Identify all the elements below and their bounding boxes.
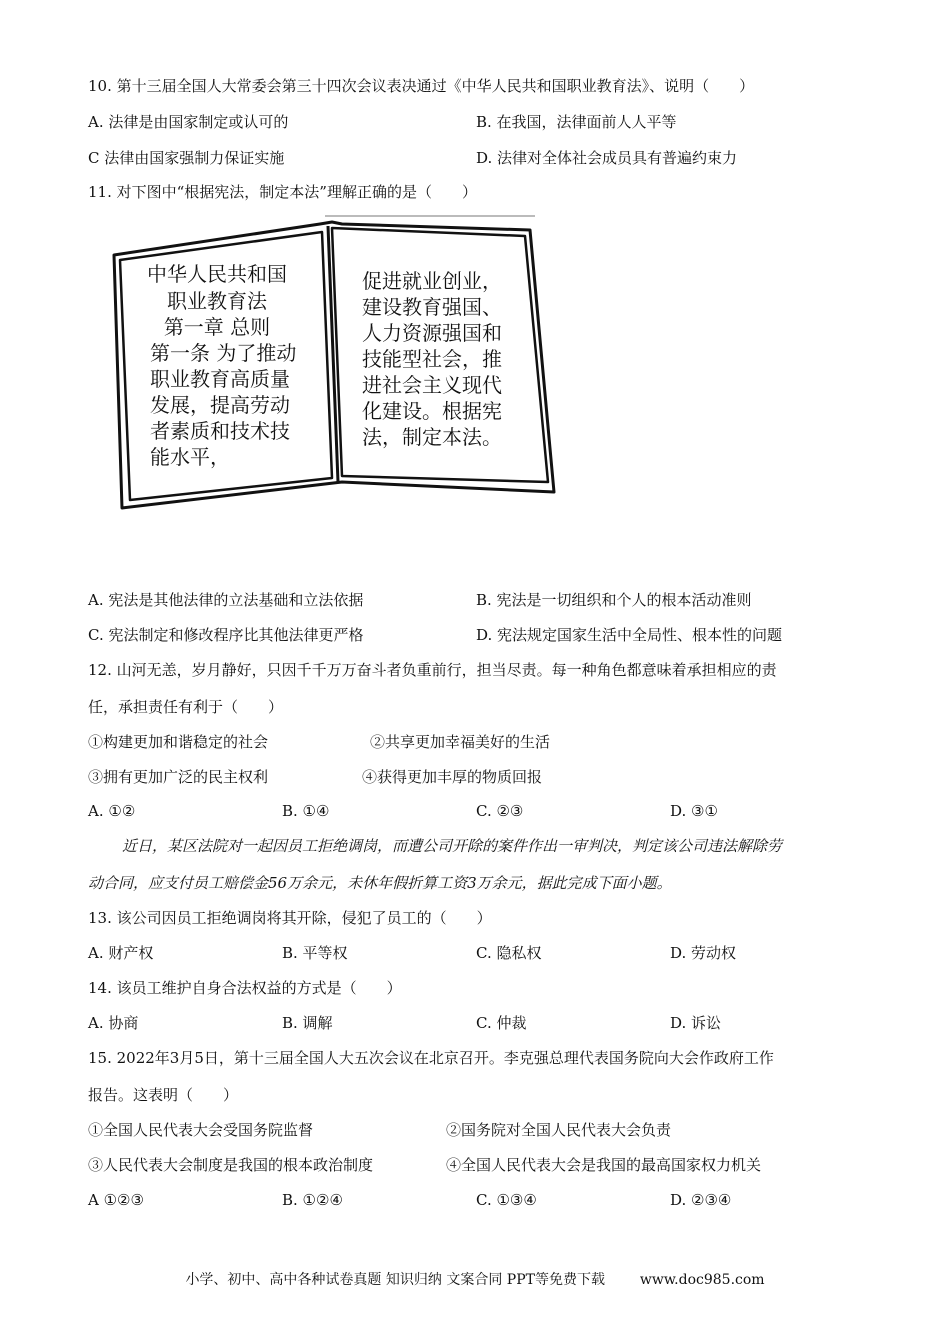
book-right-line-1: 促进就业创业， <box>362 269 502 293</box>
q12-statement-1: ①构建更加和谐稳定的社会 <box>88 733 269 751</box>
q10-stem: 10. 第十三届全国人大常委会第三十四次会议表决通过《中华人民共和国职业教育法》、说明（ ） <box>88 77 755 95</box>
q14-option-a: A. 协商 <box>88 1014 139 1032</box>
material-line-2: 动合同，应支付员工赔偿金56万余元，未休年假折算工资3万余元，据此完成下面小题。 <box>88 874 672 892</box>
q12-option-d: D. ③① <box>670 802 718 820</box>
book-illustration <box>110 210 565 515</box>
q15-option-b: B. ①②④ <box>282 1191 343 1209</box>
q12-statement-2: ②共享更加幸福美好的生活 <box>370 733 551 751</box>
q15-statement-3: ③人民代表大会制度是我国的根本政治制度 <box>88 1156 374 1174</box>
book-left-line-2: 职业教育法 <box>167 289 267 313</box>
book-right-line-7: 法，制定本法。 <box>362 425 502 449</box>
q13-option-c: C. 隐私权 <box>476 944 542 962</box>
book-left-line-3: 第一章 总则 <box>163 315 271 339</box>
q12-option-a: A. ①② <box>88 802 136 820</box>
book-right-line-2: 建设教育强国、 <box>362 295 502 319</box>
book-right-line-5: 进社会主义现代 <box>362 373 502 397</box>
q12-statement-3: ③拥有更加广泛的民主权利 <box>88 768 269 786</box>
q14-option-c: C. 仲裁 <box>476 1014 527 1032</box>
book-right-line-6: 化建设。根据宪 <box>362 399 502 423</box>
q12-stem-line-2: 任，承担责任有利于（ ） <box>88 698 284 716</box>
book-left-line-1: 中华人民共和国 <box>147 262 287 286</box>
q14-option-b: B. 调解 <box>282 1014 333 1032</box>
q11-option-c: C. 宪法制定和修改程序比其他法律更严格 <box>88 626 364 644</box>
q15-stem-line-1: 15. 2022年3月5日，第十三届全国人大五次会议在北京召开。李克强总理代表国务院向大会作政府工作 <box>88 1049 774 1067</box>
q12-statement-4: ④获得更加丰厚的物质回报 <box>362 768 543 786</box>
q11-option-a: A. 宪法是其他法律的立法基础和立法依据 <box>88 591 364 609</box>
book-right-line-4: 技能型社会，推 <box>362 347 502 371</box>
q15-option-a: A ①②③ <box>88 1191 144 1209</box>
q15-option-d: D. ②③④ <box>670 1191 732 1209</box>
q13-option-d: D. 劳动权 <box>670 944 737 962</box>
book-left-line-7: 者素质和技术技 <box>150 419 290 443</box>
q13-option-a: A. 财产权 <box>88 944 154 962</box>
q11-option-d: D. 宪法规定国家生活中全局性、根本性的问题 <box>476 626 783 644</box>
q12-option-c: C. ②③ <box>476 802 524 820</box>
q10-option-d: D. 法律对全体社会成员具有普遍约束力 <box>476 149 738 167</box>
q11-stem: 11. 对下图中“根据宪法，制定本法”理解正确的是（ ） <box>88 183 477 201</box>
page-footer <box>0 1270 950 1290</box>
q15-stem-line-2: 报告。这表明（ ） <box>88 1086 239 1104</box>
footer-url[interactable]: www.doc985.com <box>639 1272 765 1288</box>
q11-option-b: B. 宪法是一切组织和个人的根本活动准则 <box>476 591 752 609</box>
q10-option-c: C 法律由国家强制力保证实施 <box>88 149 285 167</box>
book-left-line-5: 职业教育高质量 <box>150 367 290 391</box>
q12-stem-line-1: 12. 山河无恙，岁月静好，只因千千万万奋斗者负重前行，担当尽责。每一种角色都意味着承担相应的责 <box>88 661 777 679</box>
q10-option-a: A. 法律是由国家制定或认可的 <box>88 113 289 131</box>
q15-statement-2: ②国务院对全国人民代表大会负责 <box>446 1121 672 1139</box>
q12-option-b: B. ①④ <box>282 802 330 820</box>
book-left-line-6: 发展，提高劳动 <box>150 393 290 417</box>
book-right-line-3: 人力资源强国和 <box>362 321 502 345</box>
footer-text: 小学、初中、高中各种试卷真题 知识归纳 文案合同 PPT等免费下载 <box>185 1272 605 1288</box>
q14-option-d: D. 诉讼 <box>670 1014 722 1032</box>
book-left-line-4: 第一条 为了推动 <box>150 341 297 365</box>
q15-option-c: C. ①③④ <box>476 1191 537 1209</box>
q13-stem: 13. 该公司因员工拒绝调岗将其开除，侵犯了员工的（ ） <box>88 909 492 927</box>
book-left-line-8: 能水平， <box>150 445 230 469</box>
material-line-1: 近日，某区法院对一起因员工拒绝调岗，而遭公司开除的案件作出一审判决，判定该公司违法解除劳 <box>122 837 783 855</box>
q15-statement-1: ①全国人民代表大会受国务院监督 <box>88 1121 314 1139</box>
q13-option-b: B. 平等权 <box>282 944 348 962</box>
q15-statement-4: ④全国人民代表大会是我国的最高国家权力机关 <box>446 1156 762 1174</box>
q14-stem: 14. 该员工维护自身合法权益的方式是（ ） <box>88 979 402 997</box>
q10-option-b: B. 在我国，法律面前人人平等 <box>476 113 677 131</box>
